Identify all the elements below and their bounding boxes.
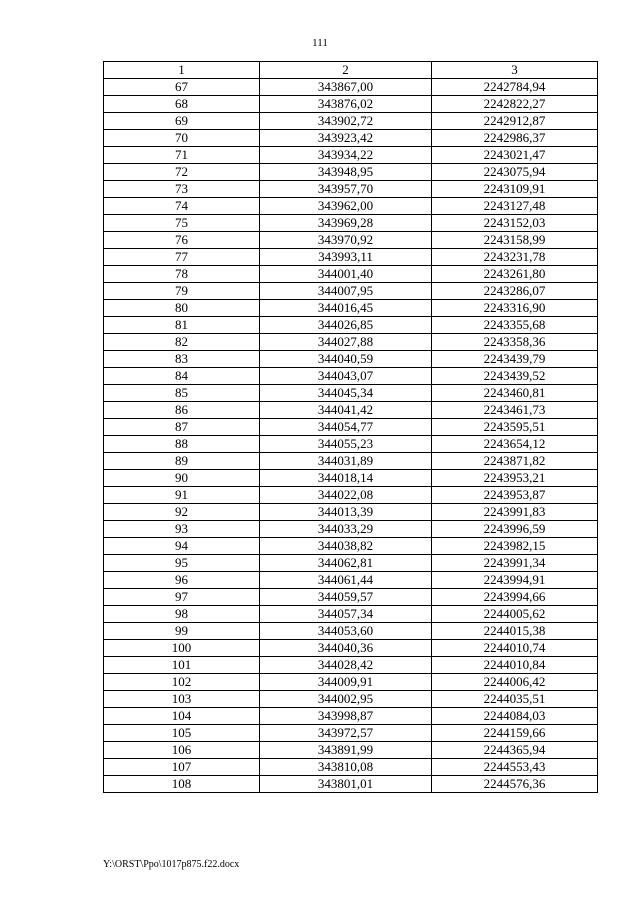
y-coordinate-cell: 2244010,74 xyxy=(432,640,598,657)
point-number-cell: 76 xyxy=(104,232,260,249)
y-coordinate-cell: 2243439,79 xyxy=(432,351,598,368)
table-row xyxy=(104,215,598,232)
point-number-cell: 95 xyxy=(104,555,260,572)
table-row xyxy=(104,742,598,759)
table-row xyxy=(104,317,598,334)
point-number-cell: 86 xyxy=(104,402,260,419)
table-row xyxy=(104,334,598,351)
x-coordinate-cell: 343969,28 xyxy=(260,215,432,232)
table-row xyxy=(104,725,598,742)
y-coordinate-cell: 2243439,52 xyxy=(432,368,598,385)
point-number-cell: 67 xyxy=(104,79,260,96)
table-row xyxy=(104,96,598,113)
table-row xyxy=(104,79,598,96)
table-row xyxy=(104,130,598,147)
y-coordinate-cell: 2243994,91 xyxy=(432,572,598,589)
table-row xyxy=(104,368,598,385)
table-row xyxy=(104,691,598,708)
point-number-cell: 106 xyxy=(104,742,260,759)
point-number-cell: 75 xyxy=(104,215,260,232)
y-coordinate-cell: 2242784,94 xyxy=(432,79,598,96)
x-coordinate-cell: 344054,77 xyxy=(260,419,432,436)
table-row xyxy=(104,198,598,215)
point-number-cell: 82 xyxy=(104,334,260,351)
x-coordinate-cell: 343948,95 xyxy=(260,164,432,181)
y-coordinate-cell: 2243461,73 xyxy=(432,402,598,419)
table-row xyxy=(104,266,598,283)
point-number-cell: 104 xyxy=(104,708,260,725)
x-coordinate-cell: 344016,45 xyxy=(260,300,432,317)
table-row xyxy=(104,147,598,164)
y-coordinate-cell: 2242822,27 xyxy=(432,96,598,113)
point-number-cell: 88 xyxy=(104,436,260,453)
point-number-cell: 70 xyxy=(104,130,260,147)
column-header: 1 xyxy=(104,62,260,79)
table-row xyxy=(104,589,598,606)
x-coordinate-cell: 343867,00 xyxy=(260,79,432,96)
point-number-cell: 100 xyxy=(104,640,260,657)
y-coordinate-cell: 2243261,80 xyxy=(432,266,598,283)
y-coordinate-cell: 2243109,91 xyxy=(432,181,598,198)
x-coordinate-cell: 343993,11 xyxy=(260,249,432,266)
point-number-cell: 68 xyxy=(104,96,260,113)
point-number-cell: 79 xyxy=(104,283,260,300)
table-row xyxy=(104,283,598,300)
y-coordinate-cell: 2243595,51 xyxy=(432,419,598,436)
x-coordinate-cell: 343891,99 xyxy=(260,742,432,759)
x-coordinate-cell: 344038,82 xyxy=(260,538,432,555)
table-row xyxy=(104,623,598,640)
point-number-cell: 71 xyxy=(104,147,260,164)
table-row xyxy=(104,300,598,317)
x-coordinate-cell: 344027,88 xyxy=(260,334,432,351)
y-coordinate-cell: 2243358,36 xyxy=(432,334,598,351)
y-coordinate-cell: 2243158,99 xyxy=(432,232,598,249)
point-number-cell: 103 xyxy=(104,691,260,708)
x-coordinate-cell: 344033,29 xyxy=(260,521,432,538)
y-coordinate-cell: 2243355,68 xyxy=(432,317,598,334)
y-coordinate-cell: 2243127,48 xyxy=(432,198,598,215)
x-coordinate-cell: 344057,34 xyxy=(260,606,432,623)
y-coordinate-cell: 2244035,51 xyxy=(432,691,598,708)
x-coordinate-cell: 344040,36 xyxy=(260,640,432,657)
table-row xyxy=(104,776,598,793)
point-number-cell: 69 xyxy=(104,113,260,130)
point-number-cell: 89 xyxy=(104,453,260,470)
table-body xyxy=(104,79,598,793)
x-coordinate-cell: 343970,92 xyxy=(260,232,432,249)
table-row xyxy=(104,504,598,521)
y-coordinate-cell: 2242986,37 xyxy=(432,130,598,147)
x-coordinate-cell: 343876,02 xyxy=(260,96,432,113)
point-number-cell: 77 xyxy=(104,249,260,266)
x-coordinate-cell: 343972,57 xyxy=(260,725,432,742)
page-number: 111 xyxy=(312,37,328,49)
point-number-cell: 72 xyxy=(104,164,260,181)
table-row xyxy=(104,419,598,436)
y-coordinate-cell: 2244010,84 xyxy=(432,657,598,674)
table-row xyxy=(104,249,598,266)
point-number-cell: 78 xyxy=(104,266,260,283)
point-number-cell: 87 xyxy=(104,419,260,436)
table-row xyxy=(104,555,598,572)
y-coordinate-cell: 2244005,62 xyxy=(432,606,598,623)
x-coordinate-cell: 344018,14 xyxy=(260,470,432,487)
x-coordinate-cell: 344062,81 xyxy=(260,555,432,572)
point-number-cell: 96 xyxy=(104,572,260,589)
y-coordinate-cell: 2243953,21 xyxy=(432,470,598,487)
point-number-cell: 80 xyxy=(104,300,260,317)
x-coordinate-cell: 344055,23 xyxy=(260,436,432,453)
coordinates-table xyxy=(103,61,598,793)
x-coordinate-cell: 343962,00 xyxy=(260,198,432,215)
table-row xyxy=(104,351,598,368)
y-coordinate-cell: 2243654,12 xyxy=(432,436,598,453)
y-coordinate-cell: 2243152,03 xyxy=(432,215,598,232)
table-row xyxy=(104,181,598,198)
x-coordinate-cell: 343902,72 xyxy=(260,113,432,130)
point-number-cell: 107 xyxy=(104,759,260,776)
table-row xyxy=(104,521,598,538)
y-coordinate-cell: 2243231,78 xyxy=(432,249,598,266)
x-coordinate-cell: 344040,59 xyxy=(260,351,432,368)
point-number-cell: 93 xyxy=(104,521,260,538)
point-number-cell: 90 xyxy=(104,470,260,487)
x-coordinate-cell: 344041,42 xyxy=(260,402,432,419)
x-coordinate-cell: 344043,07 xyxy=(260,368,432,385)
point-number-cell: 99 xyxy=(104,623,260,640)
table-row xyxy=(104,674,598,691)
y-coordinate-cell: 2243286,07 xyxy=(432,283,598,300)
table-row xyxy=(104,470,598,487)
column-header: 3 xyxy=(432,62,598,79)
point-number-cell: 108 xyxy=(104,776,260,793)
table-row xyxy=(104,606,598,623)
y-coordinate-cell: 2244576,36 xyxy=(432,776,598,793)
x-coordinate-cell: 343934,22 xyxy=(260,147,432,164)
table-row xyxy=(104,487,598,504)
point-number-cell: 102 xyxy=(104,674,260,691)
x-coordinate-cell: 344013,39 xyxy=(260,504,432,521)
y-coordinate-cell: 2243991,34 xyxy=(432,555,598,572)
x-coordinate-cell: 344059,57 xyxy=(260,589,432,606)
y-coordinate-cell: 2243460,81 xyxy=(432,385,598,402)
point-number-cell: 91 xyxy=(104,487,260,504)
y-coordinate-cell: 2243075,94 xyxy=(432,164,598,181)
point-number-cell: 85 xyxy=(104,385,260,402)
point-number-cell: 83 xyxy=(104,351,260,368)
x-coordinate-cell: 343998,87 xyxy=(260,708,432,725)
y-coordinate-cell: 2243991,83 xyxy=(432,504,598,521)
y-coordinate-cell: 2244015,38 xyxy=(432,623,598,640)
y-coordinate-cell: 2244553,43 xyxy=(432,759,598,776)
table-row xyxy=(104,164,598,181)
y-coordinate-cell: 2243021,47 xyxy=(432,147,598,164)
table-row xyxy=(104,759,598,776)
y-coordinate-cell: 2244365,94 xyxy=(432,742,598,759)
x-coordinate-cell: 344007,95 xyxy=(260,283,432,300)
point-number-cell: 74 xyxy=(104,198,260,215)
column-header: 2 xyxy=(260,62,432,79)
x-coordinate-cell: 344045,34 xyxy=(260,385,432,402)
table-row xyxy=(104,640,598,657)
y-coordinate-cell: 2243982,15 xyxy=(432,538,598,555)
point-number-cell: 84 xyxy=(104,368,260,385)
point-number-cell: 105 xyxy=(104,725,260,742)
x-coordinate-cell: 344031,89 xyxy=(260,453,432,470)
point-number-cell: 97 xyxy=(104,589,260,606)
x-coordinate-cell: 343801,01 xyxy=(260,776,432,793)
table-row xyxy=(104,232,598,249)
point-number-cell: 73 xyxy=(104,181,260,198)
point-number-cell: 101 xyxy=(104,657,260,674)
point-number-cell: 94 xyxy=(104,538,260,555)
x-coordinate-cell: 344009,91 xyxy=(260,674,432,691)
y-coordinate-cell: 2243996,59 xyxy=(432,521,598,538)
table-row xyxy=(104,113,598,130)
table-row xyxy=(104,402,598,419)
point-number-cell: 98 xyxy=(104,606,260,623)
table-row xyxy=(104,453,598,470)
table-row xyxy=(104,657,598,674)
x-coordinate-cell: 344001,40 xyxy=(260,266,432,283)
x-coordinate-cell: 343810,08 xyxy=(260,759,432,776)
x-coordinate-cell: 344002,95 xyxy=(260,691,432,708)
x-coordinate-cell: 344061,44 xyxy=(260,572,432,589)
table-row xyxy=(104,538,598,555)
table-row xyxy=(104,385,598,402)
y-coordinate-cell: 2243316,90 xyxy=(432,300,598,317)
table-row xyxy=(104,572,598,589)
x-coordinate-cell: 344022,08 xyxy=(260,487,432,504)
y-coordinate-cell: 2244006,42 xyxy=(432,674,598,691)
y-coordinate-cell: 2243953,87 xyxy=(432,487,598,504)
x-coordinate-cell: 344026,85 xyxy=(260,317,432,334)
x-coordinate-cell: 343957,70 xyxy=(260,181,432,198)
y-coordinate-cell: 2243994,66 xyxy=(432,589,598,606)
table-row xyxy=(104,708,598,725)
table-header-row xyxy=(104,62,598,79)
x-coordinate-cell: 344028,42 xyxy=(260,657,432,674)
point-number-cell: 81 xyxy=(104,317,260,334)
y-coordinate-cell: 2244084,03 xyxy=(432,708,598,725)
y-coordinate-cell: 2244159,66 xyxy=(432,725,598,742)
y-coordinate-cell: 2242912,87 xyxy=(432,113,598,130)
table-row xyxy=(104,436,598,453)
x-coordinate-cell: 344053,60 xyxy=(260,623,432,640)
x-coordinate-cell: 343923,42 xyxy=(260,130,432,147)
y-coordinate-cell: 2243871,82 xyxy=(432,453,598,470)
point-number-cell: 92 xyxy=(104,504,260,521)
footer-file-path: Y:\ORST\Ppo\1017p875.f22.docx xyxy=(103,859,240,870)
